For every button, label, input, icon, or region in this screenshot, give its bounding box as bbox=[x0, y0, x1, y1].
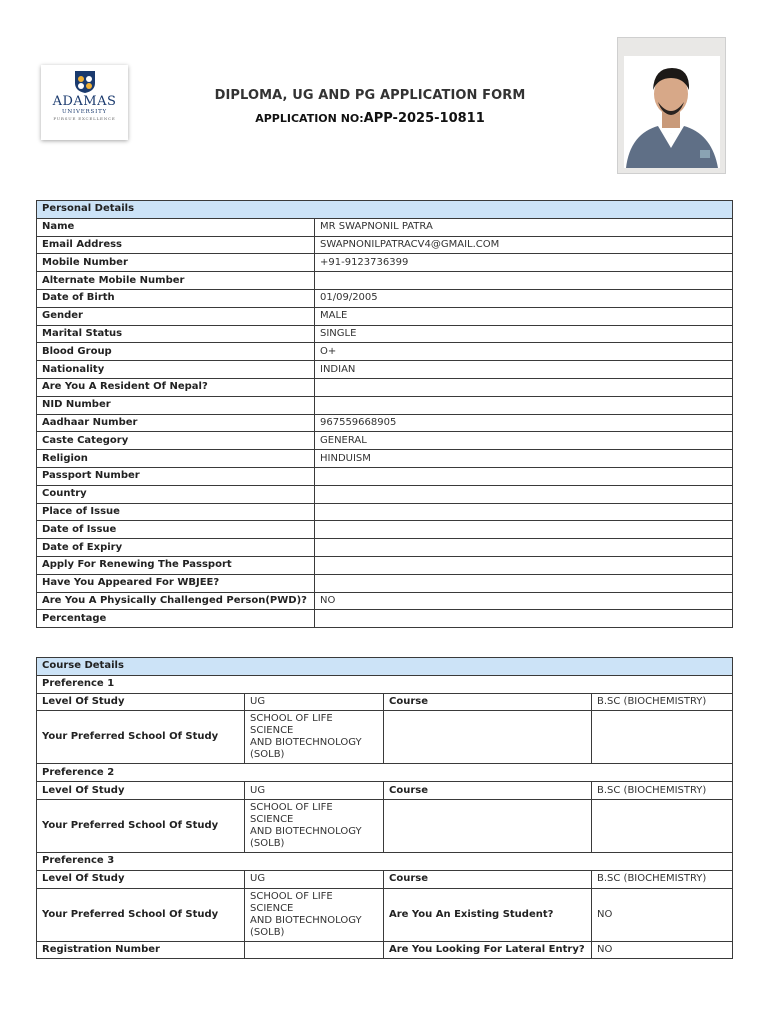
school-row bbox=[37, 711, 733, 764]
field-label: NID Number bbox=[37, 396, 315, 414]
level-label: Level Of Study bbox=[37, 782, 245, 800]
field-label: Date of Birth bbox=[37, 289, 315, 307]
field-label: Mobile Number bbox=[37, 254, 315, 272]
personal-row bbox=[37, 325, 733, 343]
field-value: INDIAN bbox=[315, 361, 733, 379]
school-line: (SOLB) bbox=[250, 926, 285, 938]
preference-heading: Preference 2 bbox=[37, 764, 733, 782]
crest-icon bbox=[74, 70, 96, 94]
school-line: AND BIOTECHNOLOGY bbox=[250, 737, 362, 749]
extra-value bbox=[592, 799, 733, 852]
field-value: 01/09/2005 bbox=[315, 289, 733, 307]
personal-row bbox=[37, 378, 733, 396]
extra-label bbox=[384, 711, 592, 764]
school-line: (SOLB) bbox=[250, 749, 285, 761]
personal-row bbox=[37, 343, 733, 361]
field-value bbox=[315, 521, 733, 539]
field-label: Country bbox=[37, 485, 315, 503]
course-details-heading: Course Details bbox=[37, 658, 733, 676]
personal-row bbox=[37, 485, 733, 503]
school-row bbox=[37, 888, 733, 941]
registration-row bbox=[37, 941, 733, 959]
field-value: NO bbox=[315, 592, 733, 610]
personal-row bbox=[37, 254, 733, 272]
field-value: MALE bbox=[315, 307, 733, 325]
field-label: Blood Group bbox=[37, 343, 315, 361]
school-label: Your Preferred School Of Study bbox=[37, 799, 245, 852]
field-label: Date of Expiry bbox=[37, 539, 315, 557]
personal-row bbox=[37, 450, 733, 468]
application-number-label: APPLICATION NO: bbox=[255, 112, 364, 125]
personal-row bbox=[37, 592, 733, 610]
field-value bbox=[315, 485, 733, 503]
personal-row bbox=[37, 218, 733, 236]
personal-details-table bbox=[36, 200, 733, 628]
school-label: Your Preferred School Of Study bbox=[37, 711, 245, 764]
school-line: SCHOOL OF LIFE SCIENCE bbox=[250, 713, 333, 737]
personal-row bbox=[37, 361, 733, 379]
preference-heading-row bbox=[37, 852, 733, 870]
field-value bbox=[315, 503, 733, 521]
field-label: Apply For Renewing The Passport bbox=[37, 556, 315, 574]
personal-row bbox=[37, 396, 733, 414]
personal-row bbox=[37, 556, 733, 574]
field-label: Percentage bbox=[37, 610, 315, 628]
level-course-row bbox=[37, 693, 733, 711]
personal-details-heading: Personal Details bbox=[37, 201, 733, 219]
personal-row bbox=[37, 432, 733, 450]
school-line: AND BIOTECHNOLOGY bbox=[250, 914, 362, 926]
logo-wordmark: ADAMAS bbox=[52, 94, 117, 109]
field-label: Religion bbox=[37, 450, 315, 468]
level-value: UG bbox=[245, 870, 384, 888]
level-label: Level Of Study bbox=[37, 693, 245, 711]
preference-heading: Preference 3 bbox=[37, 852, 733, 870]
personal-row bbox=[37, 272, 733, 290]
field-label: Gender bbox=[37, 307, 315, 325]
course-value: B.SC (BIOCHEMISTRY) bbox=[592, 782, 733, 800]
extra-label: Are You An Existing Student? bbox=[384, 888, 592, 941]
extra-value: NO bbox=[592, 888, 733, 941]
field-value: +91-9123736399 bbox=[315, 254, 733, 272]
personal-row bbox=[37, 610, 733, 628]
field-value bbox=[315, 556, 733, 574]
field-value bbox=[315, 539, 733, 557]
field-value bbox=[315, 610, 733, 628]
field-label: Date of Issue bbox=[37, 521, 315, 539]
personal-row bbox=[37, 467, 733, 485]
field-value bbox=[315, 378, 733, 396]
field-label: Caste Category bbox=[37, 432, 315, 450]
course-details-table bbox=[36, 657, 733, 959]
field-value bbox=[315, 272, 733, 290]
registration-value bbox=[245, 941, 384, 959]
personal-row bbox=[37, 503, 733, 521]
course-label: Course bbox=[384, 870, 592, 888]
course-value: B.SC (BIOCHEMISTRY) bbox=[592, 693, 733, 711]
field-label: Name bbox=[37, 218, 315, 236]
lateral-entry-value: NO bbox=[592, 941, 733, 959]
preference-heading-row bbox=[37, 675, 733, 693]
field-value: MR SWAPNONIL PATRA bbox=[315, 218, 733, 236]
personal-row bbox=[37, 236, 733, 254]
logo-subtitle: UNIVERSITY bbox=[62, 109, 107, 115]
preference-heading: Preference 1 bbox=[37, 675, 733, 693]
field-value: GENERAL bbox=[315, 432, 733, 450]
field-value bbox=[315, 467, 733, 485]
personal-row bbox=[37, 539, 733, 557]
logo-motto: PURSUE EXCELLENCE bbox=[53, 116, 116, 121]
personal-row bbox=[37, 289, 733, 307]
school-value bbox=[245, 799, 384, 852]
personal-row bbox=[37, 307, 733, 325]
school-value bbox=[245, 888, 384, 941]
field-label: Marital Status bbox=[37, 325, 315, 343]
level-label: Level Of Study bbox=[37, 870, 245, 888]
school-line: AND BIOTECHNOLOGY bbox=[250, 825, 362, 837]
level-course-row bbox=[37, 870, 733, 888]
field-value: SINGLE bbox=[315, 325, 733, 343]
form-title: DIPLOMA, UG AND PG APPLICATION FORM bbox=[214, 88, 526, 103]
field-value: O+ bbox=[315, 343, 733, 361]
personal-row bbox=[37, 414, 733, 432]
course-label: Course bbox=[384, 693, 592, 711]
field-label: Have You Appeared For WBJEE? bbox=[37, 574, 315, 592]
course-value: B.SC (BIOCHEMISTRY) bbox=[592, 870, 733, 888]
field-label: Email Address bbox=[37, 236, 315, 254]
personal-row bbox=[37, 574, 733, 592]
field-value bbox=[315, 574, 733, 592]
course-label: Course bbox=[384, 782, 592, 800]
field-value bbox=[315, 396, 733, 414]
level-value: UG bbox=[245, 782, 384, 800]
school-value bbox=[245, 711, 384, 764]
lateral-entry-label: Are You Looking For Lateral Entry? bbox=[384, 941, 592, 959]
field-value: 967559668905 bbox=[315, 414, 733, 432]
school-line: (SOLB) bbox=[250, 837, 285, 849]
field-label: Are You A Physically Challenged Person(PWD)? bbox=[37, 592, 315, 610]
field-value: SWAPNONILPATRACV4@GMAIL.COM bbox=[315, 236, 733, 254]
preference-heading-row bbox=[37, 764, 733, 782]
level-course-row bbox=[37, 782, 733, 800]
field-label: Aadhaar Number bbox=[37, 414, 315, 432]
school-line: SCHOOL OF LIFE SCIENCE bbox=[250, 890, 333, 914]
form-title-block bbox=[165, 88, 575, 126]
field-label: Alternate Mobile Number bbox=[37, 272, 315, 290]
school-label: Your Preferred School Of Study bbox=[37, 888, 245, 941]
school-row bbox=[37, 799, 733, 852]
school-line: SCHOOL OF LIFE SCIENCE bbox=[250, 801, 333, 825]
application-number bbox=[165, 107, 575, 126]
university-logo bbox=[41, 65, 128, 140]
extra-label bbox=[384, 799, 592, 852]
application-number-value: APP-2025-10811 bbox=[363, 111, 485, 126]
field-label: Are You A Resident Of Nepal? bbox=[37, 378, 315, 396]
level-value: UG bbox=[245, 693, 384, 711]
extra-value bbox=[592, 711, 733, 764]
field-label: Place of Issue bbox=[37, 503, 315, 521]
field-label: Passport Number bbox=[37, 467, 315, 485]
applicant-photo bbox=[617, 37, 726, 174]
personal-row bbox=[37, 521, 733, 539]
registration-label: Registration Number bbox=[37, 941, 245, 959]
field-value: HINDUISM bbox=[315, 450, 733, 468]
field-label: Nationality bbox=[37, 361, 315, 379]
